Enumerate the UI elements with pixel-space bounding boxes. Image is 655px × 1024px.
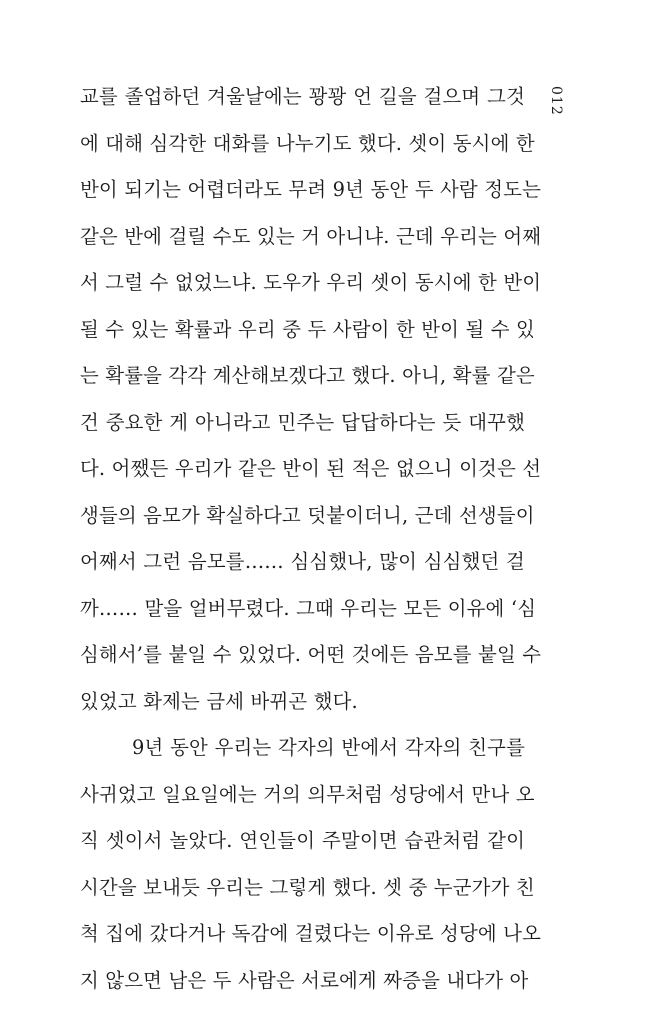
text-line: 생들의 음모가 확실하다고 덧붙이더니, 근데 선생들이 [80, 503, 535, 527]
text-line: 9년 동안 우리는 각자의 반에서 각자의 친구를 [132, 736, 525, 759]
text-line: 같은 반에 걸릴 수도 있는 거 아니냐. 근데 우리는 어째 [80, 224, 542, 248]
text-line: 척 집에 갔다거나 독감에 걸렸다는 이유로 성당에 나오 [80, 922, 542, 945]
text-line: 어째서 그런 음모를…… 심심했나, 많이 심심했던 걸 [80, 550, 525, 573]
text-line: 있었고 화제는 금세 바뀌곤 했다. [80, 689, 358, 713]
body-text [80, 74, 542, 1004]
text-line: 직 셋이서 놀았다. 연인들이 주말이면 습관처럼 같이 [80, 829, 525, 852]
text-line: 시간을 보내듯 우리는 그렇게 했다. 셋 중 누군가가 친 [80, 875, 535, 899]
text-line: 심해서’를 붙일 수 있었다. 어떤 것에든 음모를 붙일 수 [80, 643, 542, 666]
text-line: 건 중요한 게 아니라고 민주는 답답하다는 듯 대꾸했 [80, 410, 525, 434]
text-line: 교를 졸업하던 겨울날에는 꽝꽝 언 길을 걸으며 그것 [80, 85, 525, 108]
page-number: 012 [548, 86, 564, 116]
text-line: 반이 되기는 어렵더라도 무려 9년 동안 두 사람 정도는 [80, 178, 542, 201]
text-line: 는 확률을 각각 계산해보겠다고 했다. 아니, 확률 같은 [80, 364, 535, 387]
text-line: 서 그럴 수 없었느냐. 도우가 우리 셋이 동시에 한 반이 [80, 271, 542, 294]
paragraph-1 [80, 74, 542, 725]
text-line: 까…… 말을 얼버무렸다. 그때 우리는 모든 이유에 ‘심 [80, 596, 537, 620]
text-line: 다. 어쨌든 우리가 같은 반이 된 적은 없으니 이것은 선 [80, 457, 542, 480]
text-line: 에 대해 심각한 대화를 나누기도 했다. 셋이 동시에 한 [80, 131, 535, 155]
text-line: 사귀었고 일요일에는 거의 의무처럼 성당에서 만나 오 [80, 782, 535, 806]
text-line: 지 않으면 남은 두 사람은 서로에게 짜증을 내다가 아 [80, 968, 529, 992]
paragraph-2 [80, 725, 542, 1004]
text-line: 될 수 있는 확률과 우리 중 두 사람이 한 반이 될 수 있 [80, 317, 535, 341]
